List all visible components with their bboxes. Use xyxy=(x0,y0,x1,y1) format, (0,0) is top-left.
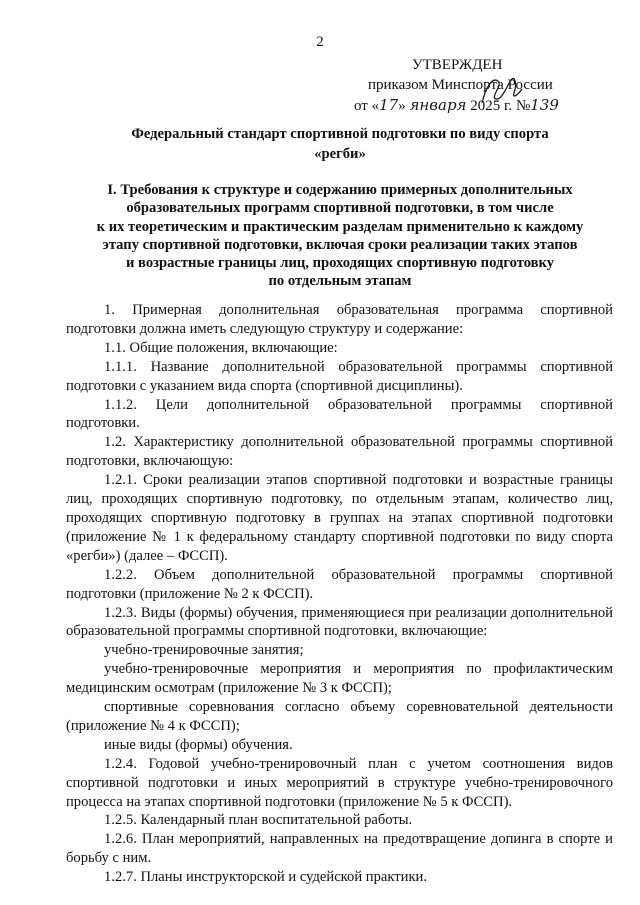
paragraph: 1.2.1. Сроки реализации этапов спортивной подготовки и возрастные границы лиц, проходящих спортивную подготовку, по отдельным этапам, количество лиц, проходящих спортивную подготовку в группах на этапах спортивной подготовки (приложение № 1 к федеральному стандарту спортивной подготовки по виду спорта «регби») (далее – ФССП). xyxy=(66,472,613,564)
date-mid: » xyxy=(398,98,406,114)
handwritten-month: января xyxy=(409,96,467,114)
section-heading-line: образовательных программ спортивной подготовки, в том числе xyxy=(126,200,554,217)
section-heading-line: к их теоретическим и практическим разделам применительно к каждому xyxy=(96,218,584,235)
handwritten-day: 17 xyxy=(379,96,399,114)
date-year: 2025 г. № xyxy=(470,98,531,114)
document-body xyxy=(66,301,613,887)
paragraph: учебно-тренировочные занятия; xyxy=(104,642,304,659)
approval-block xyxy=(354,55,614,116)
signature-scribble xyxy=(476,73,524,107)
date-prefix: от « xyxy=(354,98,380,114)
paragraph: учебно-тренировочные мероприятия и мероприятия по профилактическим медицинским осмотрам (приложение № 3 к ФССП); xyxy=(66,661,613,697)
paragraph: 1.1.1. Название дополнительной образовательной программы спортивной подготовки с указанием вида спорта (спортивной дисциплины). xyxy=(66,358,613,394)
paragraph: иные виды (формы) обучения. xyxy=(104,736,293,753)
section-heading xyxy=(66,181,614,291)
title-line: Федеральный стандарт спортивной подготовки по виду спорта xyxy=(131,126,549,142)
paragraph: 1.2.2. Объем дополнительной образовательной программы спортивной подготовки (приложение № 2 к ФССП). xyxy=(66,566,613,602)
page-number: 2 xyxy=(316,34,324,50)
document-title xyxy=(66,124,614,164)
paragraph: спортивные соревнования согласно объему соревновательной деятельности (приложение № 4 к ФССП); xyxy=(66,699,613,734)
paragraph: 1.2.6. План мероприятий, направленных на предотвращение допинга в спорте и борьбу с ним. xyxy=(66,831,613,867)
approval-order: приказом Минспорта России xyxy=(368,77,553,93)
paragraph: 1.2.5. Календарный план воспитательной работы. xyxy=(104,812,413,829)
paragraph: 1.1. Общие положения, включающие: xyxy=(104,339,338,356)
title-line: «регби» xyxy=(314,146,366,162)
paragraph: 1.2.7. Планы инструкторской и судейской практики. xyxy=(104,869,427,886)
approval-title: УТВЕРЖДЕН xyxy=(412,57,503,73)
handwritten-number: 139 xyxy=(530,96,559,114)
section-heading-line: этапу спортивной подготовки, включая сроки реализации таких этапов xyxy=(102,236,578,253)
section-heading-line: по отдельным этапам xyxy=(268,273,412,290)
paragraph: 1.2. Характеристику дополнительной образовательной программы спортивной подготовки, включающую: xyxy=(66,434,613,470)
paragraph: 1.2.3. Виды (формы) обучения, применяющиеся при реализации дополнительной образовательной программы спортивной подготовки, включающие: xyxy=(66,604,613,640)
paragraph: 1.2.4. Годовой учебно-тренировочный план с учетом соотношения видов спортивной подготовки и иных мероприятий в структуре учебно-тренировочного процесса на этапах спортивной подготовки (приложение № 5 к ФССП). xyxy=(66,755,613,810)
paragraph: 1.1.2. Цели дополнительной образовательной программы спортивной подготовки. xyxy=(66,396,613,432)
paragraph: 1. Примерная дополнительная образовательная программа спортивной подготовки должна иметь следующую структуру и содержание: xyxy=(66,302,613,337)
section-heading-line: I. Требования к структуре и содержанию примерных дополнительных xyxy=(107,182,573,198)
section-heading-line: и возрастные границы лиц, проходящих спортивную подготовку xyxy=(125,255,555,272)
